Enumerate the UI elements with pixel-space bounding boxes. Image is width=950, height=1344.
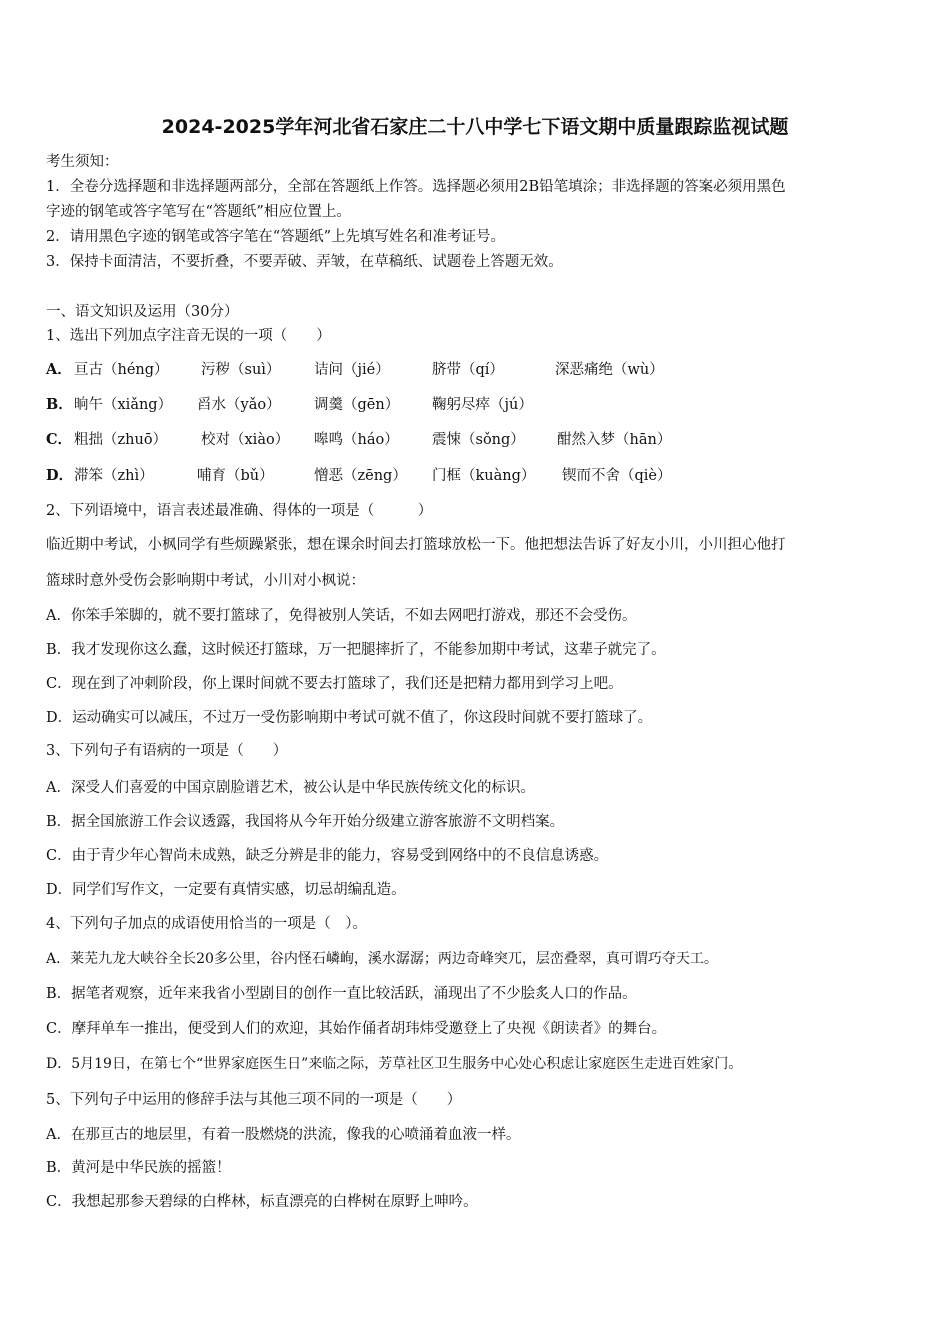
q4-option: D．5月19日，在第七个“世界家庭医生日”来临之际，芳草社区卫生服务中心处心积虑让家庭医生走进百姓家门。 [46,1056,743,1072]
q3-option: D．同学们写作文，一定要有真情实感，切忌胡编乱造。 [46,882,406,898]
q1-item: 憎恶（zēng） [314,468,407,484]
q5-option: B．黄河是中华民族的摇篮！ [46,1160,231,1176]
question-1-stem: 1、选出下列加点字注音无误的一项（ ） [46,328,331,344]
question-4-stem: 4、下列句子加点的成语使用恰当的一项是（ ）。 [46,916,367,932]
q1-item: 酣然入梦（hān） [557,432,672,448]
q1-item: 震悚（sǒng） [432,432,525,448]
q5-option: A．在那亘古的地层里，有着一股燃烧的洪流，像我的心喷涌着血液一样。 [46,1127,521,1143]
q5-option: C．我想起那参天碧绿的白桦林，标直漂亮的白桦树在原野上呻吟。 [46,1194,478,1210]
q1-option-label: D． [46,467,74,484]
q3-option: A．深受人们喜爱的中国京剧脸谱艺术，被公认是中华民族传统文化的标识。 [46,780,535,796]
question-2-stem: 2、下列语境中，语言表述最准确、得体的一项是（ ） [46,503,433,519]
notice-line: 2．请用黑色字迹的钢笔或答字笔在“答题纸”上先填写姓名和准考证号。 [46,229,506,245]
q2-option: B．我才发现你这么蠢，这时候还打篮球，万一把腿摔折了，不能参加期中考试，这辈子就完了。 [46,642,666,658]
q1-item: 深恶痛绝（wù） [555,362,664,378]
q1-option-label: A． [46,361,72,378]
q1-item: 哺育（bǔ） [197,468,274,484]
question-2-context: 篮球时意外受伤会影响期中考试，小川对小枫说： [46,573,365,589]
notice-heading: 考生须知： [46,154,119,170]
notice-line: 1．全卷分选择题和非选择题两部分，全部在答题纸上作答。选择题必须用2B铅笔填涂；非选择题的答案必须用黑色 [46,179,786,195]
q1-item: 滞笨（zhì） [74,468,154,484]
q4-option: C．摩拜单车一推出，便受到人们的欢迎，其始作俑者胡玮炜受邀登上了央视《朗读者》的舞台。 [46,1021,667,1037]
q1-item: 锲而不舍（qiè） [562,468,672,484]
q1-item: 晌午（xiǎng） [74,397,173,413]
q1-item: 门框（kuàng） [432,468,536,484]
q3-option: C．由于青少年心智尚未成熟，缺乏分辨是非的能力，容易受到网络中的不良信息诱惑。 [46,848,609,864]
q1-item: 粗拙（zhuō） [74,432,168,448]
section-heading: 一、语文知识及运用（30分） [46,304,239,320]
q1-item: 校对（xiào） [201,432,290,448]
question-3-stem: 3、下列句子有语病的一项是（ ） [46,743,288,759]
q1-item: 鞠躬尽瘁（jú） [432,397,533,413]
q1-item: 亘古（héng） [74,362,169,378]
q2-option: A．你笨手笨脚的，就不要打篮球了，免得被别人笑话，不如去网吧打游戏，那还不会受伤。 [46,608,637,624]
q2-option: C．现在到了冲刺阶段，你上课时间就不要去打篮球了，我们还是把精力都用到学习上吧。 [46,676,623,692]
q4-option: B．据笔者观察，近年来我省小型剧目的创作一直比较活跃，涌现出了不少脍炙人口的作品。 [46,986,637,1002]
notice-line: 字迹的钢笔或答字笔写在“答题纸”相应位置上。 [46,204,351,220]
q1-item: 诘问（jié） [314,362,390,378]
question-5-stem: 5、下列句子中运用的修辞手法与其他三项不同的一项是（ ） [46,1092,462,1108]
q1-item: 污秽（suì） [201,362,281,378]
q1-item: 嗥鸣（háo） [314,432,399,448]
notice-line: 3．保持卡面清洁，不要折叠，不要弄破、弄皱，在草稿纸、试题卷上答题无效。 [46,254,563,270]
q1-item: 脐带（qí） [432,362,504,378]
q1-option-label: C． [46,431,73,448]
q1-option-label: B． [46,396,73,413]
page-title: 2024-2025学年河北省石家庄二十八中学七下语文期中质量跟踪监视试题 [161,116,789,138]
q4-option: A．莱芜九龙大峡谷全长20多公里，谷内怪石嶙峋，溪水潺潺；两边奇峰突兀，层峦叠翠，真可谓巧夺天工。 [46,951,718,967]
q1-item: 舀水（yǎo） [197,397,281,413]
q2-option: D．运动确实可以减压，不过万一受伤影响期中考试可就不值了，你这段时间就不要打篮球了。 [46,710,653,726]
q3-option: B．据全国旅游工作会议透露，我国将从今年开始分级建立游客旅游不文明档案。 [46,814,565,830]
question-2-context: 临近期中考试，小枫同学有些烦躁紧张，想在课余时间去打篮球放松一下。他把想法告诉了好友小川，小川担心他打 [46,537,786,553]
q1-item: 调羹（gēn） [314,397,400,413]
